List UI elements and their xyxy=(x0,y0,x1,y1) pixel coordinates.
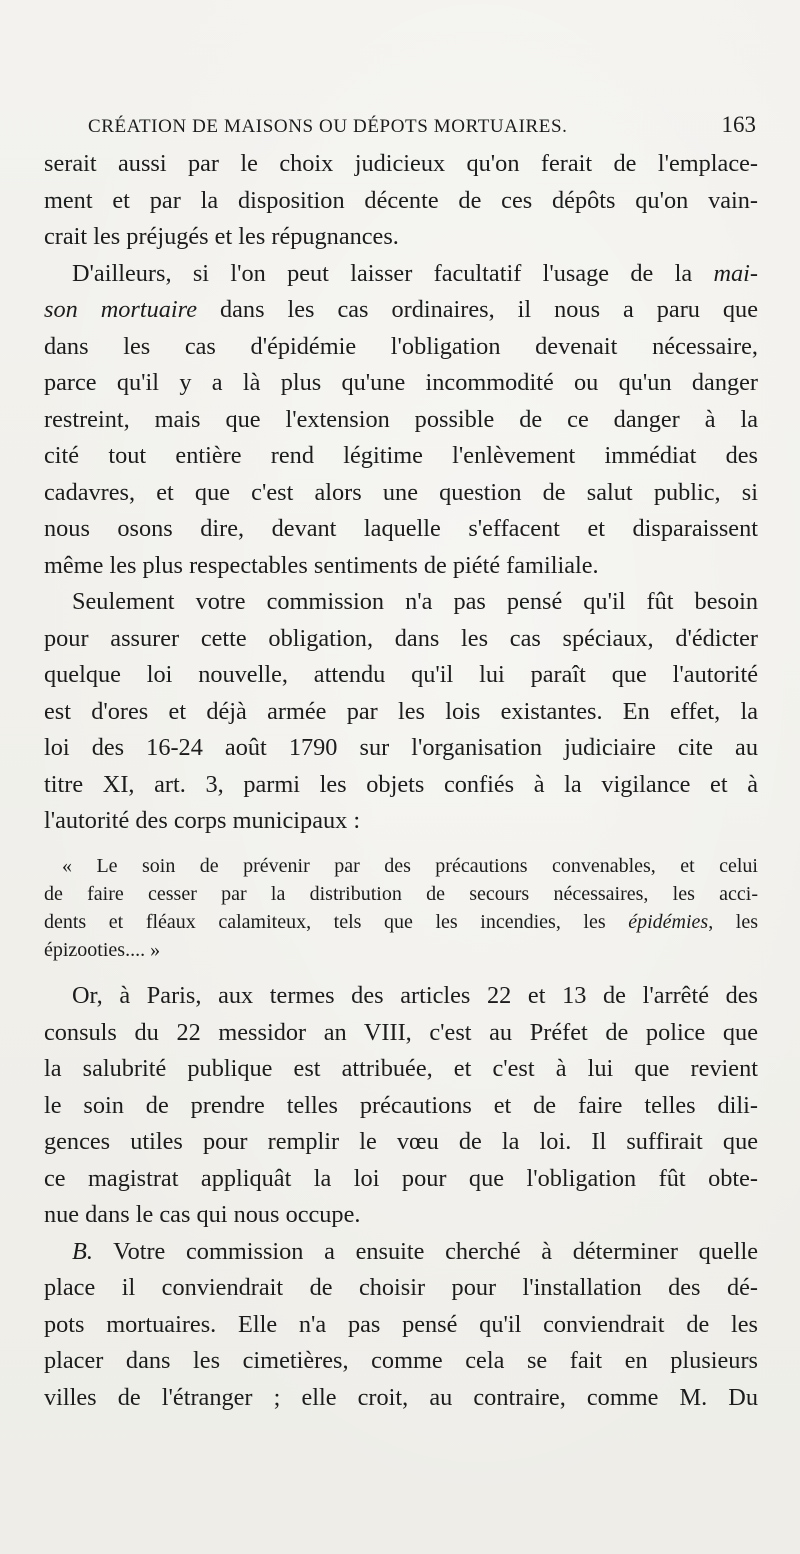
page-number: 163 xyxy=(721,112,756,137)
text-span: dents et fléaux calamiteux, tels que les incendies, les xyxy=(44,910,629,933)
text-line: serait aussi par le choix judicieux qu'on ferait de l'emplace- xyxy=(44,150,758,177)
text-line: nue dans le cas qui nous occupe. xyxy=(44,1201,361,1229)
text-line: Or, à Paris, aux termes des articles 22 et 13 de l'arrêté des xyxy=(72,982,758,1010)
paragraph-placement xyxy=(44,1234,758,1417)
section-letter: B. xyxy=(72,1237,93,1265)
text-line: nous osons dire, devant laquelle s'effacent et disparaissent xyxy=(44,515,758,542)
block-quote xyxy=(44,852,758,965)
text-line: ce magistrat appliquât la loi pour que l'obligation fût obte- xyxy=(44,1164,758,1192)
text-line: cité tout entière rend légitime l'enlèvement immédiat des xyxy=(44,442,758,469)
quote-line: épizooties.... » xyxy=(44,939,161,962)
paragraph-epidemic xyxy=(44,256,758,585)
running-title: CRÉATION DE MAISONS OU DÉPOTS MORTUAIRES. xyxy=(88,116,568,137)
text-line: pots mortuaires. Elle n'a pas pensé qu'il conviendrait de les xyxy=(44,1310,758,1338)
text-line: restreint, mais que l'extension possible de ce danger à la xyxy=(44,405,758,433)
italic-term: mai- xyxy=(713,259,758,287)
text-line: consuls du 22 messidor an VIII, c'est au Préfet de police que xyxy=(44,1018,758,1046)
text-span: D'ailleurs, si l'on peut laisser facultatif l'usage de la xyxy=(72,259,714,287)
quote-line: « Le soin de prévenir par des précautions convenables, et celui xyxy=(62,854,758,877)
text-line: même les plus respectables sentiments de piété familiale. xyxy=(44,551,599,579)
text-line: pour assurer cette obligation, dans les cas spéciaux, d'édicter xyxy=(44,624,758,652)
text-line: titre XI, art. 3, parmi les objets confiés à la vigilance et à xyxy=(44,770,758,798)
text-span: dans les cas ordinaires, il nous a paru que xyxy=(197,296,758,323)
text-line: crait les préjugés et les répugnances. xyxy=(44,223,399,250)
text-line: parce qu'il y a là plus qu'une incommodité ou qu'un danger xyxy=(44,369,758,396)
paragraph-prefect xyxy=(44,978,758,1234)
text-line: ment et par la disposition décente de ces dépôts qu'on vain- xyxy=(44,186,758,214)
text-line: dans les cas d'épidémie l'obligation devenait nécessaire, xyxy=(44,332,758,360)
quote-line xyxy=(44,908,758,936)
text-line: cadavres, et que c'est alors une question de salut public, si xyxy=(44,478,758,506)
italic-term: épidémies xyxy=(628,910,709,933)
text-line: quelque loi nouvelle, attendu qu'il lui paraît que l'autorité xyxy=(44,661,758,688)
paragraph-law xyxy=(44,584,758,840)
text-line xyxy=(44,292,758,329)
text-line: est d'ores et déjà armée par les lois existantes. En effet, la xyxy=(44,697,758,725)
text-line: la salubrité publique est attribuée, et c'est à lui que revient xyxy=(44,1055,758,1083)
text-line xyxy=(44,1234,758,1271)
text-line: l'autorité des corps municipaux : xyxy=(44,807,361,834)
text-span: , les xyxy=(708,910,759,933)
paragraph-continuation xyxy=(44,146,758,256)
text-span: Votre commission a ensuite cherché à déterminer quelle xyxy=(92,1237,758,1265)
text-line: place il conviendrait de choisir pour l'installation des dé- xyxy=(44,1274,758,1302)
text-line: gences utiles pour remplir le vœu de la loi. Il suffirait que xyxy=(44,1128,758,1156)
body-text xyxy=(44,146,758,1416)
text-line: loi des 16-24 août 1790 sur l'organisation judiciaire cite au xyxy=(44,734,758,761)
text-line: placer dans les cimetières, comme cela se fait en plusieurs xyxy=(44,1347,758,1375)
quote-line: de faire cesser par la distribution de secours nécessaires, les acci- xyxy=(44,882,758,905)
italic-term: son mortuaire xyxy=(44,296,198,323)
text-line: Seulement votre commission n'a pas pensé qu'il fût besoin xyxy=(72,588,758,615)
text-line xyxy=(44,256,758,293)
text-line: villes de l'étranger ; elle croit, au contraire, comme M. Du xyxy=(44,1383,758,1411)
page-header xyxy=(88,112,756,142)
text-line: le soin de prendre telles précautions et de faire telles dili- xyxy=(44,1091,758,1119)
